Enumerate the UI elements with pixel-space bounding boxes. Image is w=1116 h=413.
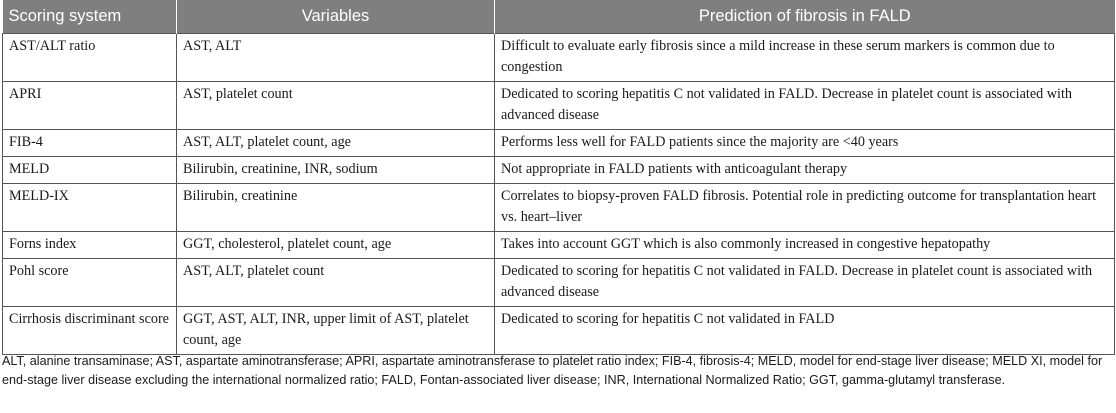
cell-scoring-system: MELD-IX — [3, 184, 177, 232]
cell-variables: Bilirubin, creatinine, INR, sodium — [177, 157, 495, 184]
table-row — [3, 130, 1115, 157]
cell-prediction: Dedicated to scoring hepatitis C not validated in FALD. Decrease in platelet count is associated with advanced disease — [495, 82, 1115, 130]
cell-scoring-system: APRI — [3, 82, 177, 130]
cell-prediction: Correlates to biopsy-proven FALD fibrosis. Potential role in predicting outcome for transplantation heart vs. heart–liver — [495, 184, 1115, 232]
header-variables: Variables — [177, 0, 495, 34]
header-scoring-system: Scoring system — [3, 0, 177, 34]
cell-scoring-system: Pohl score — [3, 259, 177, 307]
cell-variables: Bilirubin, creatinine — [177, 184, 495, 232]
cell-prediction: Dedicated to scoring for hepatitis C not validated in FALD — [495, 307, 1115, 355]
cell-scoring-system: FIB-4 — [3, 130, 177, 157]
cell-scoring-system: MELD — [3, 157, 177, 184]
cell-prediction: Not appropriate in FALD patients with anticoagulant therapy — [495, 157, 1115, 184]
table-row — [3, 82, 1115, 130]
table-body — [3, 34, 1115, 355]
table-row — [3, 157, 1115, 184]
table-row — [3, 232, 1115, 259]
table-header — [3, 0, 1115, 34]
cell-scoring-system: Forns index — [3, 232, 177, 259]
scoring-systems-table — [2, 0, 1115, 355]
cell-variables: AST, platelet count — [177, 82, 495, 130]
cell-variables: AST, ALT — [177, 34, 495, 82]
cell-scoring-system: AST/ALT ratio — [3, 34, 177, 82]
cell-prediction: Dedicated to scoring for hepatitis C not validated in FALD. Decrease in platelet count is associated with advanced disease — [495, 259, 1115, 307]
cell-variables: AST, ALT, platelet count — [177, 259, 495, 307]
table-row — [3, 307, 1115, 355]
table-row — [3, 184, 1115, 232]
cell-prediction: Takes into account GGT which is also commonly increased in congestive hepatopathy — [495, 232, 1115, 259]
cell-prediction: Performs less well for FALD patients since the majority are <40 years — [495, 130, 1115, 157]
header-prediction: Prediction of fibrosis in FALD — [495, 0, 1115, 34]
cell-variables: GGT, cholesterol, platelet count, age — [177, 232, 495, 259]
table-row — [3, 259, 1115, 307]
table-footnote: ALT, alanine transaminase; AST, aspartate aminotransferase; APRI, aspartate aminotransferase to platelet ratio index; FIB-4, fibrosis-4; MELD, model for end-stage liver disease; MELD XI, model for end-stage liver disease excluding the international normalized ratio; FALD, Fontan-associated liver disease; INR, International Normalized Ratio; GGT, gamma-glutamyl transferase. — [2, 354, 1103, 387]
cell-variables: AST, ALT, platelet count, age — [177, 130, 495, 157]
header-row — [3, 0, 1115, 34]
cell-variables: GGT, AST, ALT, INR, upper limit of AST, platelet count, age — [177, 307, 495, 355]
cell-scoring-system: Cirrhosis discriminant score — [3, 307, 177, 355]
cell-prediction: Difficult to evaluate early fibrosis since a mild increase in these serum markers is common due to congestion — [495, 34, 1115, 82]
table-row — [3, 34, 1115, 82]
